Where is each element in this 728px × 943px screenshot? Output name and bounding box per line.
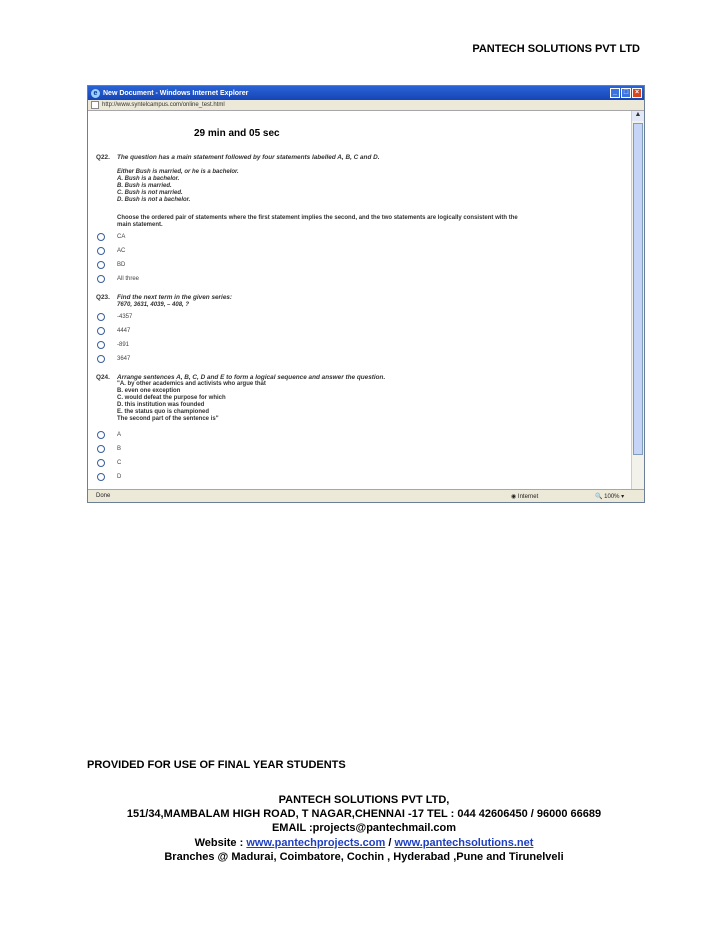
q22-line: A. Bush is a bachelor. bbox=[117, 176, 180, 182]
browser-titlebar bbox=[88, 86, 644, 100]
question-number: Q22. bbox=[96, 154, 110, 161]
provided-note: PROVIDED FOR USE OF FINAL YEAR STUDENTS bbox=[87, 759, 346, 771]
radio-icon[interactable] bbox=[97, 341, 105, 349]
question-23 bbox=[96, 294, 232, 301]
question-22 bbox=[96, 154, 380, 161]
option-radio[interactable]: BD bbox=[97, 261, 125, 269]
q24-line: E. the status quo is championed bbox=[117, 409, 210, 415]
browser-window bbox=[87, 85, 645, 503]
option-radio[interactable]: 3647 bbox=[97, 355, 130, 363]
footer-address: 151/34,MAMBALAM HIGH ROAD, T NAGAR,CHENNAI -17 TEL : 044 42606450 / 96000 66689 bbox=[126, 808, 602, 820]
header-company: PANTECH SOLUTIONS PVT LTD bbox=[472, 43, 640, 55]
radio-icon[interactable] bbox=[97, 355, 105, 363]
radio-icon[interactable] bbox=[97, 431, 105, 439]
option-radio[interactable]: A bbox=[97, 431, 121, 439]
option-radio[interactable]: -4357 bbox=[97, 313, 132, 321]
q24-line: The second part of the sentence is" bbox=[117, 416, 219, 422]
footer-company: PANTECH SOLUTIONS PVT LTD, bbox=[278, 794, 450, 806]
radio-icon[interactable] bbox=[97, 327, 105, 335]
address-bar[interactable] bbox=[88, 100, 644, 111]
footer-branches: Branches @ Madurai, Coimbatore, Cochin , Hyderabad ,Pune and Tirunelveli bbox=[164, 851, 564, 863]
radio-icon[interactable] bbox=[97, 275, 105, 283]
status-done: Done bbox=[96, 493, 111, 499]
footer-website: Website : www.pantechprojects.com / www.pantechsolutions.net bbox=[194, 837, 534, 849]
question-24 bbox=[96, 374, 385, 381]
website-link-solutions[interactable]: www.pantechsolutions.net bbox=[394, 837, 534, 849]
option-radio[interactable]: D bbox=[97, 473, 121, 481]
radio-icon[interactable] bbox=[97, 459, 105, 467]
question-number: Q23. bbox=[96, 294, 110, 301]
page-content bbox=[88, 111, 632, 490]
option-radio[interactable]: AC bbox=[97, 247, 125, 255]
option-radio[interactable]: CA bbox=[97, 233, 125, 241]
radio-icon[interactable] bbox=[97, 261, 105, 269]
q22-line: C. Bush is not married. bbox=[117, 190, 183, 196]
question-text: The question has a main statement followed by four statements labelled A, B, C and D. bbox=[117, 154, 380, 161]
minimize-icon[interactable]: _ bbox=[610, 88, 620, 98]
q24-line: B. even one exception bbox=[117, 388, 181, 394]
address-url[interactable]: http://www.syntelcampus.com/online_test.html bbox=[102, 102, 225, 108]
ie-logo-icon: e bbox=[91, 89, 100, 98]
maximize-icon[interactable]: □ bbox=[621, 88, 631, 98]
question-number: Q24. bbox=[96, 374, 110, 381]
q22-line: D. Bush is not a bachelor. bbox=[117, 197, 191, 203]
question-text: Find the next term in the given series: bbox=[117, 294, 233, 301]
option-radio[interactable]: C bbox=[97, 459, 121, 467]
q22-instruction: main statement. bbox=[117, 222, 163, 228]
browser-title: New Document - Windows Internet Explorer bbox=[103, 89, 249, 97]
radio-icon[interactable] bbox=[97, 445, 105, 453]
q22-line: B. Bush is married. bbox=[117, 183, 172, 189]
website-link-projects[interactable]: www.pantechprojects.com bbox=[246, 837, 386, 849]
close-icon[interactable]: × bbox=[632, 88, 642, 98]
timer: 29 min and 05 sec bbox=[194, 128, 280, 139]
option-radio[interactable]: B bbox=[97, 445, 121, 453]
option-radio[interactable]: 4447 bbox=[97, 327, 130, 335]
option-radio[interactable]: -891 bbox=[97, 341, 129, 349]
radio-icon[interactable] bbox=[97, 473, 105, 481]
q23-series: 7670, 3631, 4039, – 408, ? bbox=[117, 302, 190, 308]
radio-icon[interactable] bbox=[97, 247, 105, 255]
q24-line: C. would defeat the purpose for which bbox=[117, 395, 226, 401]
option-radio[interactable]: All three bbox=[97, 275, 139, 283]
vertical-scrollbar[interactable] bbox=[631, 111, 644, 490]
page-icon bbox=[91, 101, 99, 109]
scroll-thumb[interactable] bbox=[633, 123, 643, 455]
zoom-level[interactable]: 🔍 100% ▾ bbox=[595, 493, 625, 500]
q24-line: D. this institution was founded bbox=[117, 402, 205, 408]
radio-icon[interactable] bbox=[97, 313, 105, 321]
question-text: Arrange sentences A, B, C, D and E to form a logical sequence and answer the question. bbox=[117, 374, 386, 381]
q22-instruction: Choose the ordered pair of statements where the first statement implies the second, and the two statements are logically consistent with the bbox=[117, 215, 518, 221]
footer-email: EMAIL :projects@pantechmail.com bbox=[271, 822, 457, 834]
scroll-up-icon[interactable]: ▲ bbox=[632, 111, 644, 121]
q24-line: "A. by other academics and activists who argue that bbox=[117, 381, 266, 387]
q22-line: Either Bush is married, or he is a bachelor. bbox=[117, 169, 239, 175]
internet-zone: ◉ Internet bbox=[511, 493, 539, 500]
status-bar bbox=[88, 489, 644, 502]
radio-icon[interactable] bbox=[97, 233, 105, 241]
